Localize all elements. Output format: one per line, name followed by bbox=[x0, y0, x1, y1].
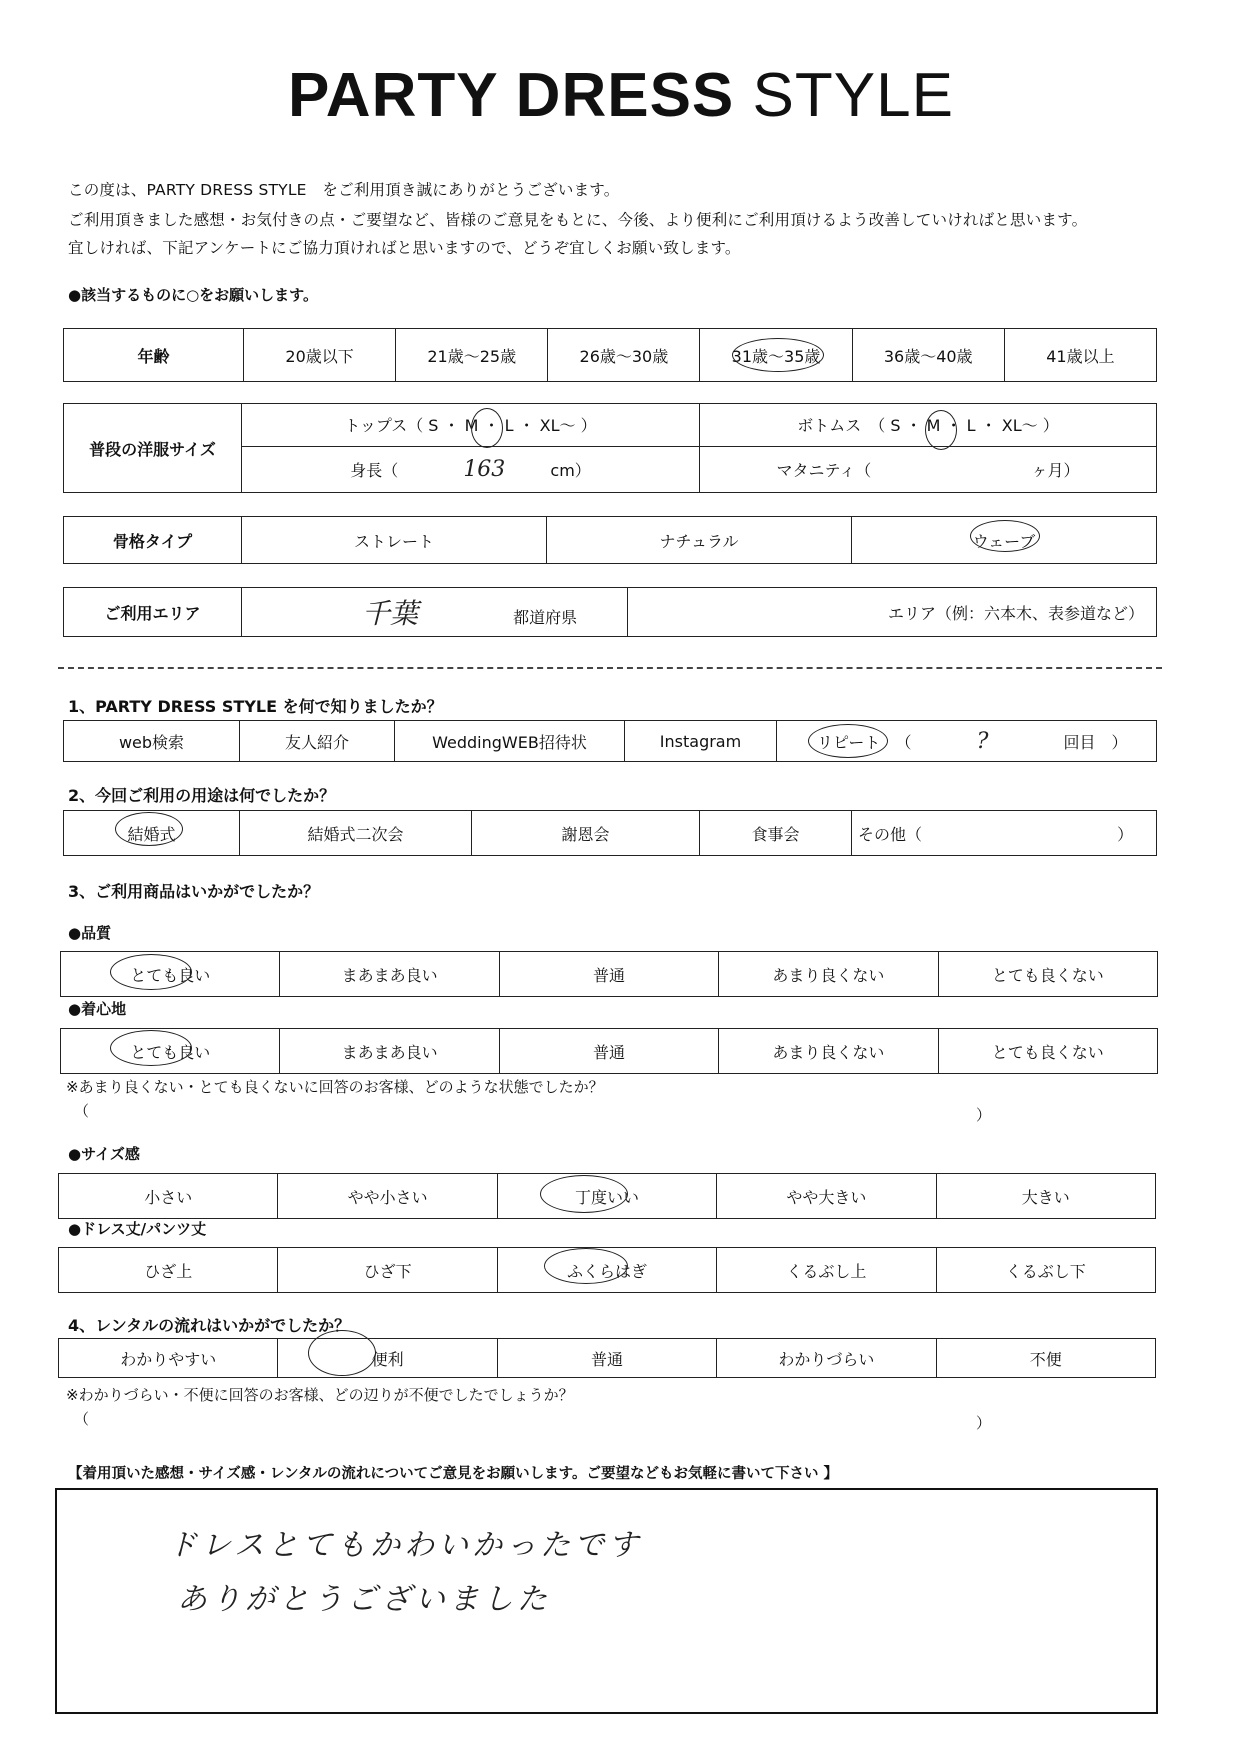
q4-option[interactable]: 普通 bbox=[497, 1339, 716, 1378]
q1-title: 1、PARTY DRESS STYLE を何で知りましたか？ bbox=[68, 697, 443, 716]
body-type-option[interactable]: ナチュラル bbox=[547, 517, 852, 564]
paren-open: （ bbox=[74, 1410, 90, 1428]
page-title: PARTY DRESS STYLE bbox=[288, 61, 954, 130]
quality-option-selected[interactable]: とても良い bbox=[61, 952, 280, 997]
intro-line-2: ご利用頂きました感想・お気付きの点・ご要望など、皆様のご意見をもとに、今後、より便利にご利用頂けるよう改善していければと思います。 bbox=[68, 211, 1088, 229]
q4-title: 4、レンタルの流れはいかがでしたか？ bbox=[68, 1316, 351, 1335]
fit-option-selected[interactable]: 丁度いい bbox=[497, 1174, 716, 1219]
height-value: 163 bbox=[463, 456, 506, 482]
q4-option[interactable]: わかりづらい bbox=[717, 1339, 936, 1378]
age-option[interactable]: 20歳以下 bbox=[244, 329, 396, 382]
instruction: ●該当するものに○をお願いします。 bbox=[68, 286, 318, 304]
q1-option[interactable]: web検索 bbox=[64, 721, 240, 762]
age-label: 年齢 bbox=[64, 329, 244, 382]
area-table bbox=[63, 587, 1157, 637]
area-field[interactable]: エリア（例：六本木、表参道など） bbox=[628, 588, 1157, 637]
age-option[interactable]: 36歳〜40歳 bbox=[852, 329, 1004, 382]
fit-option[interactable]: やや小さい bbox=[278, 1174, 497, 1219]
comments-box[interactable] bbox=[55, 1488, 1158, 1714]
comfort-option[interactable]: あまり良くない bbox=[719, 1029, 938, 1074]
q4-table bbox=[58, 1338, 1156, 1378]
size-label: 普段の洋服サイズ bbox=[64, 404, 242, 493]
q4-option[interactable]: わかりやすい bbox=[59, 1339, 278, 1378]
length-option[interactable]: ひざ上 bbox=[59, 1248, 278, 1293]
quality-label: ●品質 bbox=[68, 924, 112, 942]
age-option-selected[interactable]: 31歳〜35歳 bbox=[700, 329, 852, 382]
age-option[interactable]: 26歳〜30歳 bbox=[548, 329, 700, 382]
comfort-table bbox=[60, 1028, 1158, 1074]
bottoms-size[interactable]: ボトムス （ S ・ M ・ L ・ XL〜 ） bbox=[700, 404, 1157, 447]
fit-table bbox=[58, 1173, 1156, 1219]
body-type-option[interactable]: ストレート bbox=[242, 517, 547, 564]
q4-option-selected[interactable]: 便利 bbox=[278, 1339, 497, 1378]
age-option[interactable]: 41歳以上 bbox=[1004, 329, 1156, 382]
length-table bbox=[58, 1247, 1156, 1293]
length-option-selected[interactable]: ふくらはぎ bbox=[497, 1248, 716, 1293]
quality-table bbox=[60, 951, 1158, 997]
body-type-option-selected[interactable]: ウェーブ bbox=[852, 517, 1157, 564]
body-type-table bbox=[63, 516, 1157, 564]
q2-table bbox=[63, 810, 1157, 856]
repeat-count: ? bbox=[976, 728, 989, 754]
prefecture-value: 千葉 bbox=[362, 597, 419, 630]
age-table bbox=[63, 328, 1157, 382]
quality-option[interactable]: 普通 bbox=[499, 952, 718, 997]
comfort-option[interactable]: まあまあ良い bbox=[280, 1029, 499, 1074]
quality-option[interactable]: まあまあ良い bbox=[280, 952, 499, 997]
q4-option[interactable]: 不便 bbox=[936, 1339, 1155, 1378]
comment-line-1: ドレスとてもかわいかったです bbox=[167, 1528, 643, 1563]
intro-line-3: 宜しければ、下記アンケートにご協力頂ければと思いますので、どうぞ宜しくお願い致します。 bbox=[68, 239, 741, 257]
q2-title: 2、今回ご利用の用途は何でしたか？ bbox=[68, 786, 336, 805]
intro-line-1: この度は、PARTY DRESS STYLE をご利用頂き誠にありがとうございます。 bbox=[68, 181, 620, 199]
body-type-label: 骨格タイプ bbox=[64, 517, 242, 564]
length-option[interactable]: くるぶし下 bbox=[936, 1248, 1155, 1293]
q2-option[interactable]: 結婚式二次会 bbox=[240, 811, 472, 856]
area-label: ご利用エリア bbox=[64, 588, 242, 637]
fit-option[interactable]: 大きい bbox=[936, 1174, 1155, 1219]
paren-close: ） bbox=[976, 1106, 992, 1124]
age-option[interactable]: 21歳〜25歳 bbox=[396, 329, 548, 382]
q2-option[interactable]: 食事会 bbox=[700, 811, 852, 856]
q3-title: 3、ご利用商品はいかがでしたか？ bbox=[68, 882, 320, 901]
quality-option[interactable]: あまり良くない bbox=[719, 952, 938, 997]
q2-option-selected[interactable]: 結婚式 bbox=[64, 811, 240, 856]
fit-option[interactable]: やや大きい bbox=[717, 1174, 936, 1219]
length-label: ●ドレス丈/パンツ丈 bbox=[68, 1220, 207, 1238]
divider bbox=[58, 667, 1162, 669]
paren-open: （ bbox=[74, 1102, 90, 1120]
q1-table bbox=[63, 720, 1157, 762]
q1-option[interactable]: 友人紹介 bbox=[240, 721, 395, 762]
q1-repeat-option[interactable]: リピート （ ? 回目 ） bbox=[777, 721, 1157, 762]
q2-other-field[interactable]: その他（ ） bbox=[852, 811, 1157, 856]
q2-option[interactable]: 謝恩会 bbox=[472, 811, 700, 856]
length-option[interactable]: くるぶし上 bbox=[717, 1248, 936, 1293]
height-field[interactable]: 身長（ 163 cm） bbox=[242, 446, 700, 492]
quality-option[interactable]: とても良くない bbox=[938, 952, 1157, 997]
tops-size[interactable]: トップス（ S ・ M ・ L ・ XL〜 ） bbox=[242, 404, 700, 447]
size-table bbox=[63, 403, 1157, 493]
fit-label: ●サイズ感 bbox=[68, 1145, 140, 1163]
comfort-option[interactable]: 普通 bbox=[499, 1029, 718, 1074]
q1-option[interactable]: WeddingWEB招待状 bbox=[395, 721, 625, 762]
comfort-option-selected[interactable]: とても良い bbox=[61, 1029, 280, 1074]
comments-heading: 【着用頂いた感想・サイズ感・レンタルの流れについてご意見をお願いします。ご要望などもお気軽に書いて下さい 】 bbox=[68, 1466, 838, 1482]
fit-option[interactable]: 小さい bbox=[59, 1174, 278, 1219]
q3-bad-note: ※あまり良くない・とても良くないに回答のお客様、どのような状態でしたか？ bbox=[66, 1078, 604, 1096]
comfort-option[interactable]: とても良くない bbox=[938, 1029, 1157, 1074]
comment-line-2: ありがとうございました bbox=[177, 1582, 551, 1617]
comfort-label: ●着心地 bbox=[68, 1000, 127, 1018]
q4-note: ※わかりづらい・不便に回答のお客様、どの辺りが不便でしたでしょうか？ bbox=[66, 1386, 574, 1404]
q1-option[interactable]: Instagram bbox=[625, 721, 777, 762]
prefecture-field[interactable]: 千葉 都道府県 bbox=[242, 588, 628, 637]
maternity-field[interactable]: マタニティ（ ヶ月） bbox=[700, 446, 1157, 492]
length-option[interactable]: ひざ下 bbox=[278, 1248, 497, 1293]
paren-close: ） bbox=[976, 1414, 992, 1432]
